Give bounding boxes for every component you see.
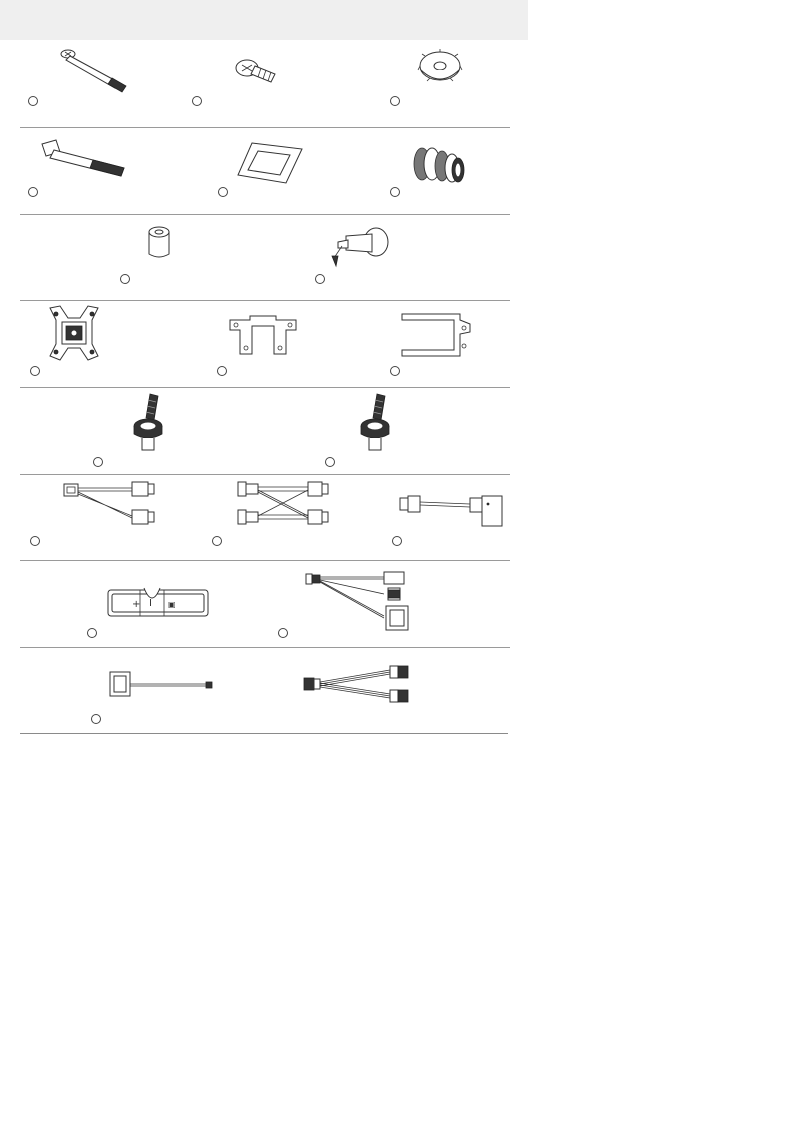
part-marker — [28, 187, 38, 197]
part-marker — [192, 96, 202, 106]
part-marker — [87, 628, 97, 638]
part-marker — [93, 457, 103, 467]
part-marker — [217, 366, 227, 376]
row-divider — [20, 560, 510, 561]
adapter-cable-icon — [398, 494, 504, 533]
part-marker — [120, 274, 130, 284]
part-marker — [30, 366, 40, 376]
part-marker — [325, 457, 335, 467]
part-marker — [390, 187, 400, 197]
row-divider — [20, 387, 510, 388]
part-marker — [390, 366, 400, 376]
controller-hub-icon — [106, 584, 210, 627]
long-screw-icon — [60, 46, 140, 99]
mounting-bracket-icon — [228, 314, 298, 363]
row-divider — [20, 647, 510, 648]
row-divider — [20, 474, 510, 475]
gear-washer-icon — [415, 48, 465, 93]
part-marker — [30, 536, 40, 546]
part-marker — [91, 714, 101, 724]
part-marker — [315, 274, 325, 284]
thumb-screw-icon — [128, 392, 168, 461]
row-divider — [20, 300, 510, 301]
part-marker — [278, 628, 288, 638]
part-marker — [212, 536, 222, 546]
row-divider — [20, 214, 510, 215]
part-marker — [218, 187, 228, 197]
thermal-pad-icon — [236, 141, 306, 191]
y-splitter-cable-icon — [302, 664, 412, 709]
thumb-screw-icon — [355, 392, 395, 461]
push-pin-icon — [330, 226, 390, 273]
row-divider — [20, 127, 510, 128]
bottom-rule — [20, 733, 508, 734]
fan-splitter-cable-icon — [62, 480, 158, 533]
dual-splitter-cable-icon — [236, 480, 332, 533]
nut-icon — [145, 226, 173, 265]
part-marker — [392, 536, 402, 546]
sata-cable-icon — [108, 670, 214, 705]
backplate-icon — [44, 304, 104, 367]
standoff-screw-icon — [38, 138, 133, 188]
hub-plus-glyph: + — [132, 599, 141, 610]
short-screw-icon — [235, 56, 285, 91]
rubber-grommet-icon — [410, 142, 470, 195]
multi-connector-cable-icon — [304, 570, 410, 637]
wide-bracket-icon — [400, 312, 472, 363]
part-marker — [28, 96, 38, 106]
hub-power-glyph: I — [149, 598, 152, 609]
hub-mode-glyph: ▣ — [168, 600, 176, 609]
header-band — [0, 0, 528, 40]
part-marker — [390, 96, 400, 106]
